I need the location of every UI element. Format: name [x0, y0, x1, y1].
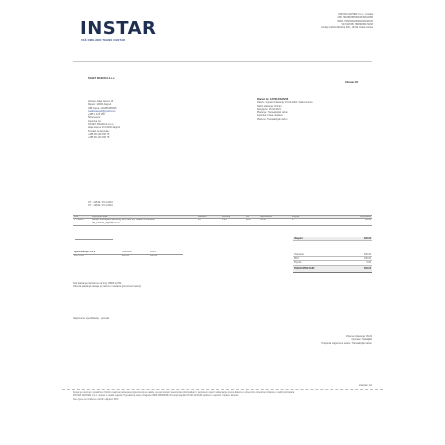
company-line: IBAN: HR1524020061100196015	[337, 19, 373, 23]
col-header: Iznos EUR	[360, 215, 371, 218]
summary-value: 100.00	[363, 257, 371, 260]
col-header: Popust	[292, 215, 300, 218]
payment-note	[73, 282, 141, 289]
table-cell: 90.00	[365, 219, 371, 222]
col-header: Cijena EUR	[260, 215, 272, 218]
table-cell: 400.00	[122, 255, 130, 258]
table-cell: 24	[198, 219, 201, 222]
table-row	[73, 255, 183, 259]
page-number: stranica: 1/1	[358, 384, 372, 387]
buyer-line: SVIJET MASKICA d.o.o.	[88, 123, 114, 127]
buyer-block	[88, 100, 120, 140]
invoice-meta-line: Dospijeće: 15.04.2024	[257, 107, 281, 111]
table-cell: 100.00	[150, 255, 158, 258]
col-header: R.br.	[74, 215, 79, 218]
grand-total-value: 500.00	[363, 267, 371, 270]
note: Napomena: specifikacije - ponuda	[73, 317, 110, 320]
company-logo: INSTAR	[80, 18, 157, 39]
col-header: Opis proizvoda	[92, 215, 108, 218]
issuer-line: Potpisnik odgovorne osobe: Transakcijski račun	[321, 341, 372, 345]
order-reference: OT - 12546 / 15.4.2024	[88, 204, 113, 208]
payment-note-line: Obveza plaćanja nastaje po računu / reklama (privremeni račun)	[73, 285, 142, 289]
cut-line-left	[75, 238, 113, 241]
document-type: Obrazac R1	[345, 81, 359, 84]
subtotal-row	[293, 237, 372, 241]
subtotal-label: Ukupno:	[294, 237, 304, 240]
buyer-line: Isporuka na:	[88, 119, 102, 123]
col-header: Količina	[222, 215, 231, 218]
table-cell: 1 749525	[74, 219, 84, 222]
buyer-phone: +385 1 123 456	[88, 113, 105, 117]
table-row	[73, 222, 372, 226]
summary-value: 0.00	[366, 261, 371, 264]
invoice-number: Račun br. 127813/S45/06	[257, 98, 289, 101]
summary-label: PDV:	[294, 257, 300, 260]
summary-label: Popust:	[294, 261, 302, 264]
table-cell: 30.00	[260, 219, 266, 222]
invoice-meta-line: Plaćeno: Transakcijski račun	[257, 117, 288, 121]
summary-label: Osnovica:	[294, 253, 305, 256]
buyer-line: Šifra kupca:	[88, 116, 101, 120]
buyer-line: Mjesto: 10000 Zagreb	[88, 103, 112, 107]
footer-divider	[62, 389, 383, 390]
footer-line: INSTAR CENTER d.o.o. upisan u sudski registar Trgovačkog suda u Zagrebu MBS 080908464 Temeljni kapital 20.000,00 EUR uplaćen u cijelosti. Uprava: direktor	[73, 395, 239, 398]
buyer-line: OIB kupca: 123456456945	[88, 106, 117, 110]
col-header: Jamstvo	[198, 215, 207, 218]
summary-value: 400.00	[363, 253, 371, 256]
table-cell: Zaštitni Remapatit Samsung S24 Ultra 3D, Stakla za mobitele	[92, 219, 155, 222]
buyer-email[interactable]: maskicasvijet@gmail.com	[88, 109, 116, 113]
invoice-meta-line: Isporuka: Instar dostava	[257, 114, 283, 118]
issuer-line: Operater: NatalijaD	[351, 338, 372, 342]
subtotal-value: 400.00	[363, 237, 371, 240]
company-line: VAT ID/OIB: HR86039172263	[341, 22, 373, 26]
invoice-meta-line: Plaćanje: Transakcijski račun	[257, 111, 288, 115]
order-reference: OT - 12546 / 15.4.2024	[88, 201, 113, 204]
col-header: Osnovica	[122, 251, 132, 254]
summary-box	[293, 253, 372, 273]
logo-tagline: VAŠ OMILJENI TEHNO CENTAR	[81, 39, 126, 42]
col-header: JM	[246, 215, 250, 218]
issuer-block	[290, 335, 372, 345]
tax-table	[73, 251, 183, 258]
invoice-meta	[257, 98, 312, 121]
buyer-line: +385 99 123 456 78	[88, 132, 110, 136]
col-header: Porez	[150, 251, 157, 254]
table-cell: 3.00	[222, 219, 227, 222]
header-divider	[73, 61, 372, 62]
buyer-line: Kontakt za isporuku:	[88, 129, 110, 133]
grand-total-label: SVEUKUPNO EUR:	[294, 267, 315, 270]
table-cell: 0	[292, 219, 294, 222]
invoice-meta-line: Način plaćanja: Virman	[257, 104, 282, 108]
table-cell: PDV 25%	[74, 255, 84, 258]
company-details	[300, 13, 373, 29]
company-line: Andrije Kačića Miošića 32C, 10410 Velika Gorica	[321, 26, 373, 30]
footer-line: Sve cijene su izražene u EUR, uključen PDV.	[73, 398, 119, 401]
buyer-line: +385 99 123 456 78	[88, 136, 110, 140]
buyer-line: Alaja Jarevo 13 10000 Zagreb	[88, 126, 121, 130]
footer-line: Kupac je upoznat s pravilima i Općim uvjetima poslovanja trgovca koji se nalaze na web stranici www.instar-informatika.hr; jamstveni uvjeti i reklamacije prema Zakonu o obveznim odnosima i Zakonu o zaštiti potrošača.	[73, 392, 295, 394]
company-line: INSTAR CENTER d.o.o., Croatia	[338, 13, 373, 16]
order-references	[88, 201, 113, 208]
company-line: OIB: HR28635656001515912056	[337, 16, 373, 20]
invoice-meta-line: Datum i mjesto izdavanja: 15.04.2024, Velika Gorica	[257, 101, 313, 105]
footer	[73, 392, 372, 402]
buyer-line: Adresa: Alaja Jarevo 13	[88, 100, 114, 103]
payment-note-line: Kod plaćanja pozivati se na broj: HR00-12791	[73, 282, 122, 285]
col-header: Specifikacija PDV-a	[74, 251, 96, 254]
table-cell: Kom	[246, 219, 251, 222]
summary-total-row	[293, 266, 372, 273]
sender-name: SVIJET MASKICA d.o.o.	[88, 77, 116, 80]
items-table	[73, 215, 372, 226]
issuer-line: Vrijeme izdavanja: 09:22	[345, 335, 372, 338]
table-cell: SR_HiuK3K_Sigmatic s.r.o.	[92, 222, 120, 225]
